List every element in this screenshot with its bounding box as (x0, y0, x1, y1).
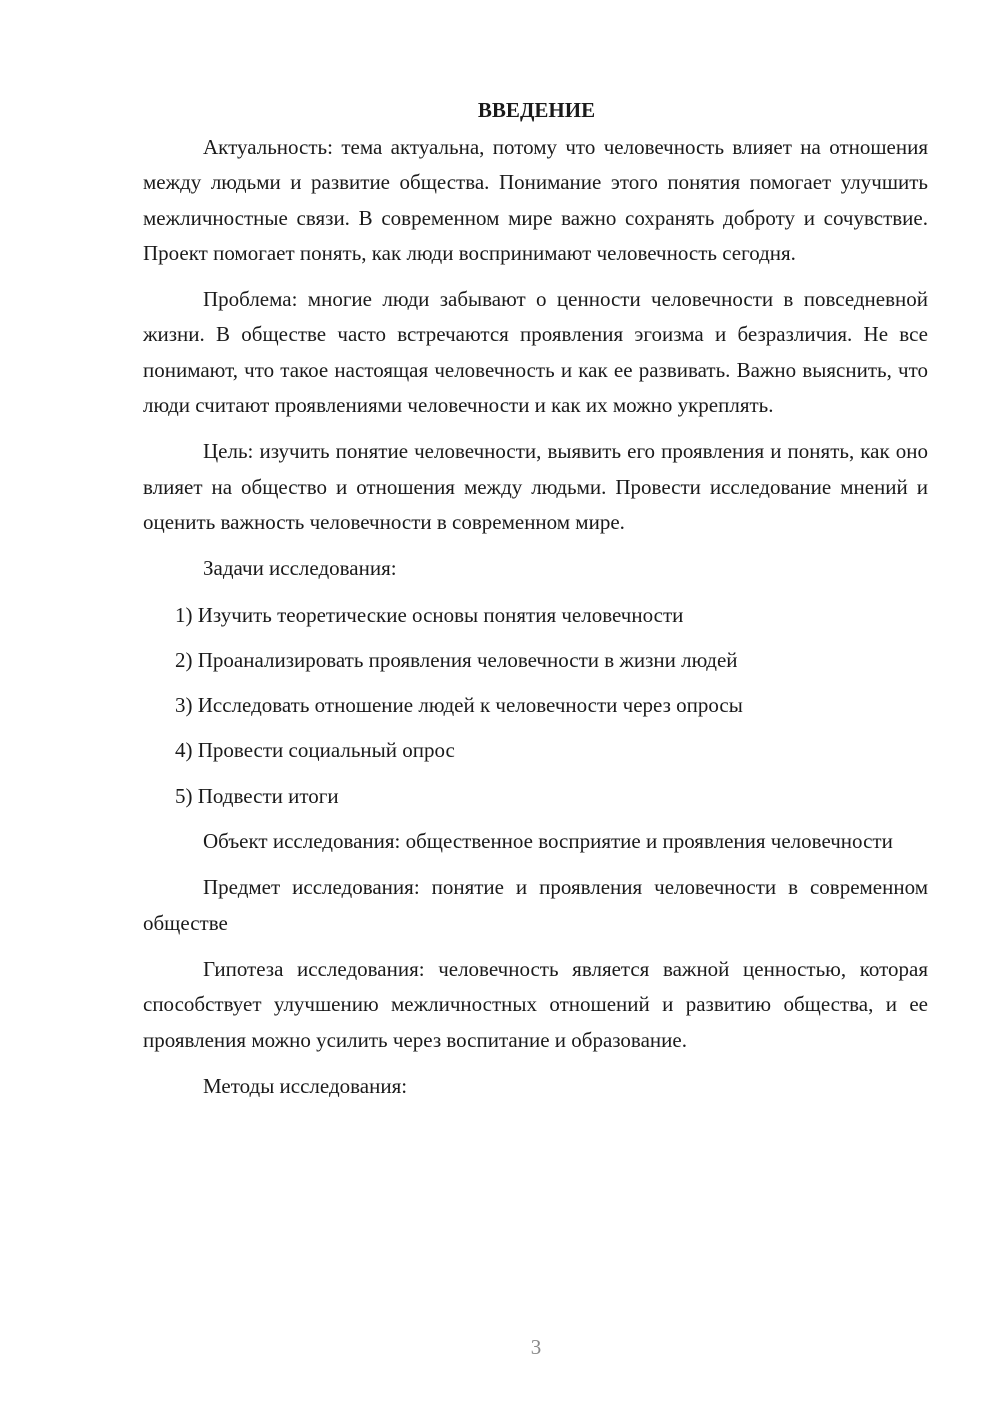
list-item: 5) Подвести итоги (175, 783, 339, 808)
hypothesis-paragraph: Гипотеза исследования: человечность является важной ценностью, которая способствует улучшению межличностных отношений и развитию общества, и ее проявления можно усилить через воспитание и образование. (143, 956, 928, 1052)
tasks-list (143, 598, 928, 814)
subject-paragraph: Предмет исследования: понятие и проявления человечности в современном обществе (143, 875, 928, 935)
list-item: 3) Исследовать отношение людей к человечности через опросы (175, 693, 743, 718)
methods-label: Методы исследования: (203, 1073, 408, 1098)
list-item: 1) Изучить теоретические основы понятия человечности (175, 602, 684, 627)
list-item: 2) Проанализировать проявления человечности в жизни людей (175, 647, 738, 672)
problem-paragraph: Проблема: многие люди забывают о ценности человечности в повседневной жизни. В обществе часто встречаются проявления эгоизма и безразличия. Не все понимают, что такое настоящая человечность и как ее развивать. Важно выяснить, что люди считают проявлениями человечности и как их можно укреплять. (143, 287, 928, 418)
page-content (143, 95, 928, 1115)
list-item: 4) Провести социальный опрос (175, 738, 455, 763)
relevance-paragraph: Актуальность: тема актуальна, потому что человечность влияет на отношения между людьми и развитие общества. Понимание этого понятия помогает улучшить межличностные связи. В современном мире важно сохранять доброту и сочувствие. Проект помогает понять, как люди воспринимают человечность сегодня. (143, 135, 928, 265)
goal-paragraph: Цель: изучить понятие человечности, выявить его проявления и понять, как оно влияет на общество и отношения между людьми. Провести исследование мнений и оценить важность человечности в современном мире. (143, 439, 928, 534)
tasks-label: Задачи исследования: (203, 556, 397, 581)
page-number: 3 (530, 1335, 542, 1359)
section-heading: ВВЕДЕНИЕ (477, 98, 596, 122)
object-paragraph: Объект исследования: общественное восприятие и проявления человечности (203, 829, 893, 854)
